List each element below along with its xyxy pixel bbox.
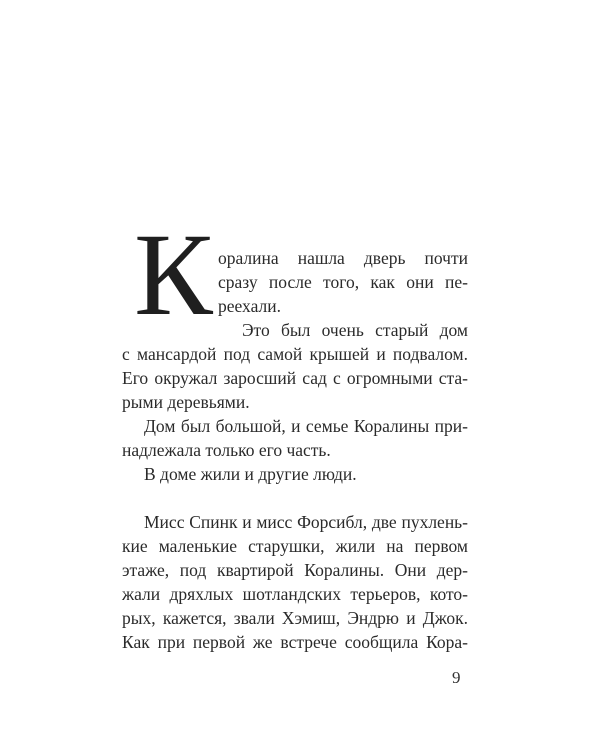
- text-line: Это был очень старый дом: [242, 320, 468, 340]
- text-line: Мисс Спинк и мисс Форсибл, две пухлень-: [144, 512, 468, 532]
- text-line: Как при первой же встрече сообщила Кора-: [122, 632, 468, 652]
- text-line: реехали.: [218, 296, 281, 316]
- page-number: 9: [452, 668, 461, 687]
- text-line: рыми деревьями.: [122, 392, 250, 412]
- opening-paragraph: [218, 246, 468, 318]
- text-line: с мансардой под самой крышей и подвалом.: [122, 344, 468, 364]
- text-line: этаже, под квартирой Коралины. Они дер-: [122, 560, 468, 580]
- text-line: сразу после того, как они пе-: [218, 272, 468, 292]
- drop-cap: К: [134, 209, 213, 340]
- body-text: [122, 318, 468, 486]
- text-line: Дом был большой, и семье Коралины при-: [144, 416, 468, 436]
- text-line: оралина нашла дверь почти: [218, 248, 468, 268]
- text-line: Его окружал заросший сад с огромными ста-: [122, 368, 468, 388]
- text-line: надлежала только его часть.: [122, 440, 331, 460]
- text-line: кие маленькие старушки, жили на первом: [122, 536, 468, 556]
- text-line: рых, кажется, звали Хэмиш, Эндрю и Джок.: [122, 608, 468, 628]
- text-line: В доме жили и другие люди.: [144, 464, 357, 484]
- text-line: жали дряхлых шотландских терьеров, кото-: [122, 584, 468, 604]
- body-text-section-2: [122, 510, 468, 654]
